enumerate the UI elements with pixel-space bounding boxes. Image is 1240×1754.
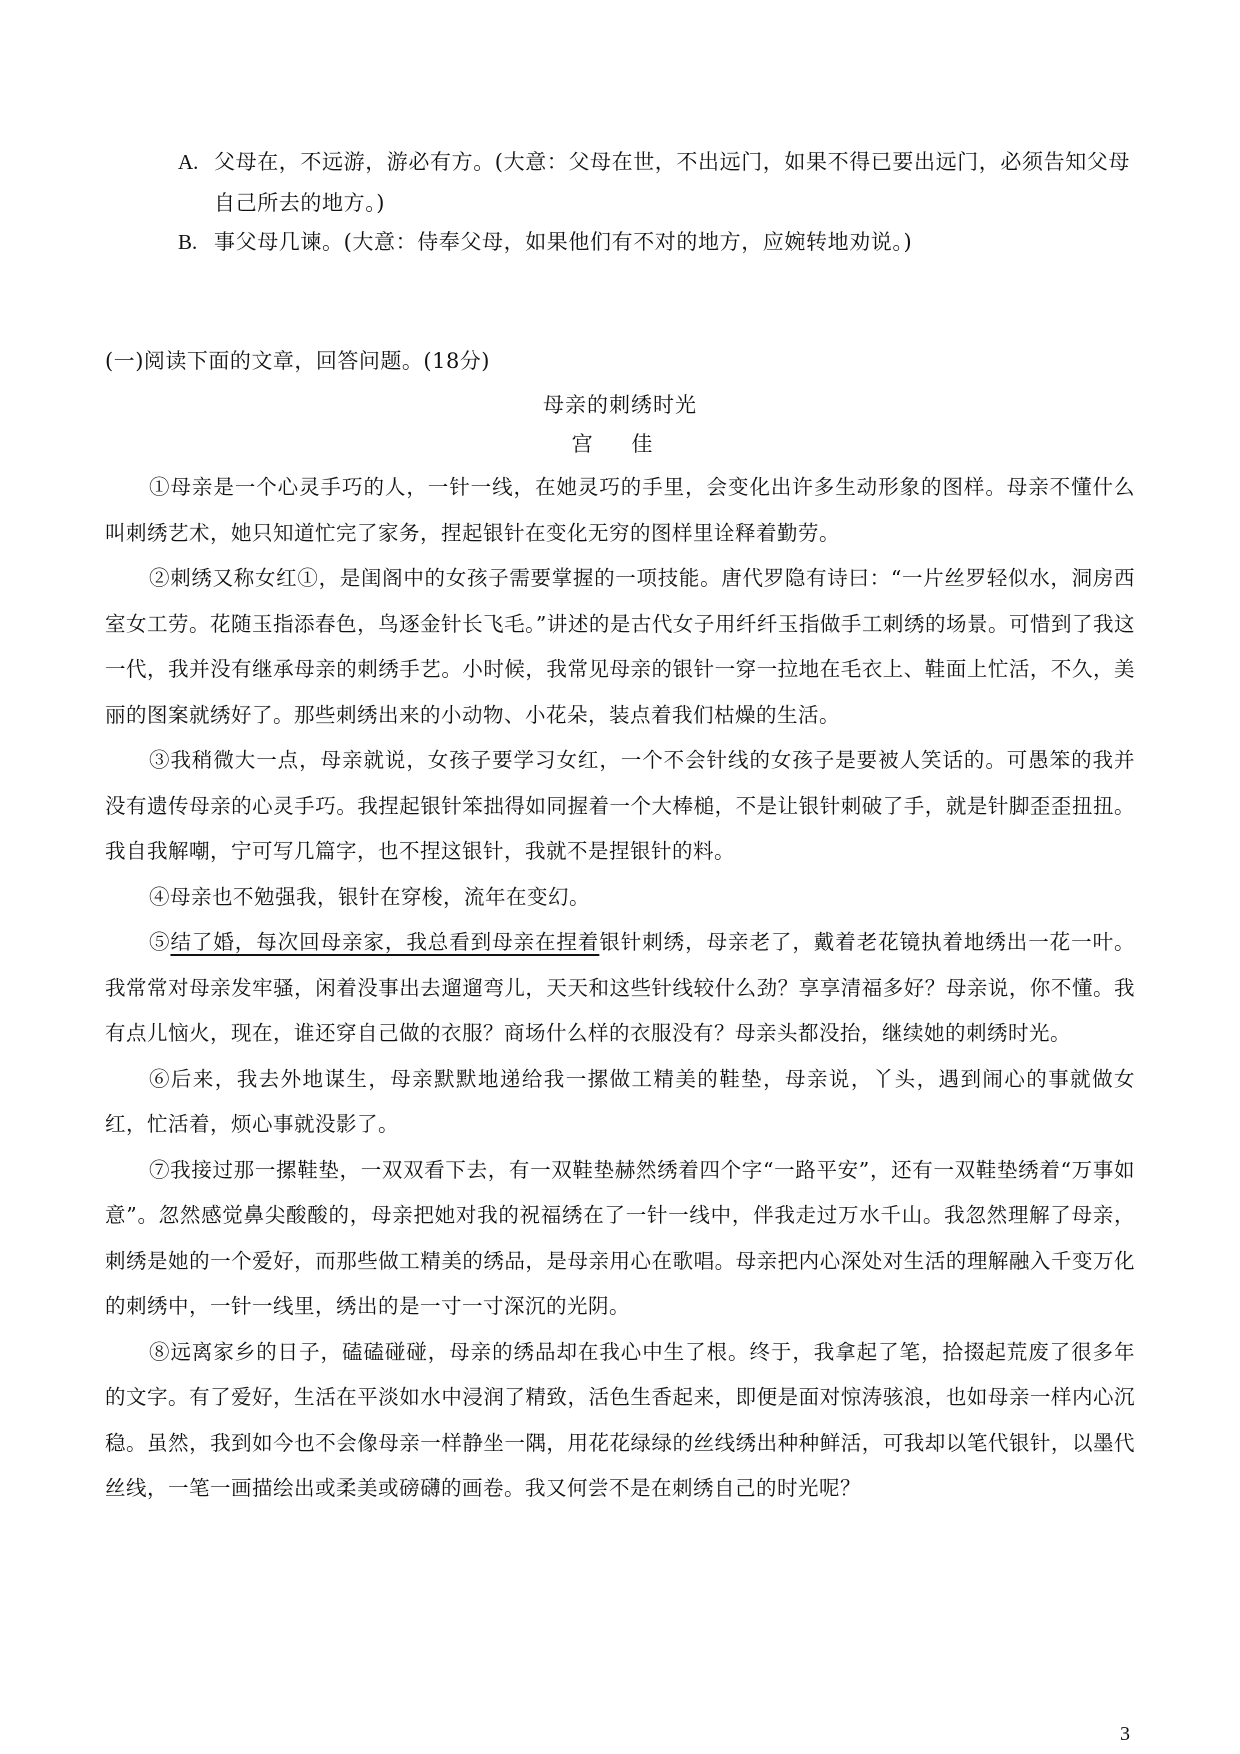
article-body xyxy=(105,465,1135,1512)
option-b-label: B. xyxy=(178,230,198,254)
option-a-label: A. xyxy=(178,150,199,174)
paragraph-5-number: ⑤ xyxy=(149,930,171,954)
option-a xyxy=(178,142,1133,224)
option-b-text: 事父母几谏。(大意：侍奉父母，如果他们有不对的地方，应婉转地劝说。) xyxy=(214,230,913,254)
paragraph-5-rest: 银针刺绣，母亲老了，戴着老花镜执着地绣出一花一叶。我常常对母亲发牢骚，闲着没事出去遛遛弯儿，天天和这些针线较什么劲？享享清福多好？母亲说，你不懂。我有点儿恼火，现在，谁还穿自己做的衣服？商场什么样的衣服没有？母亲头都没抬，继续她的刺绣时光。 xyxy=(105,930,1136,1045)
section-heading: (一)阅读下面的文章，回答问题。(18分) xyxy=(105,349,490,373)
paragraph-2: ②刺绣又称女红①，是闺阁中的女孩子需要掌握的一项技能。唐代罗隐有诗曰：“一片丝罗轻似水，洞房西室女工劳。花随玉指添春色，鸟逐金针长飞毛。”讲述的是古代女子用纤纤玉指做手工刺绣的场景。可惜到了我这一代，我并没有继承母亲的刺绣手艺。小时候，我常见母亲的银针一穿一拉地在毛衣上、鞋面上忙活，不久，美丽的图案就绣好了。那些刺绣出来的小动物、小花朵，装点着我们枯燥的生活。 xyxy=(105,566,1135,727)
paragraph-8: ⑧远离家乡的日子，磕磕碰碰，母亲的绣品却在我心中生了根。终于，我拿起了笔，拾掇起荒废了很多年的文字。有了爱好，生活在平淡如水中浸润了精致，活色生香起来，即便是面对惊涛骇浪，也如母亲一样内心沉稳。虽然，我到如今也不会像母亲一样静坐一隅，用花花绿绿的丝线绣出种种鲜活，可我却以笔代银针，以墨代丝线，一笔一画描绘出或柔美或磅礴的画卷。我又何尝不是在刺绣自己的时光呢？ xyxy=(105,1339,1135,1500)
page-number: 3 xyxy=(1120,1723,1130,1745)
paragraph-3: ③我稍微大一点，母亲就说，女孩子要学习女红，一个不会针线的女孩子是要被人笑话的。可愚笨的我并没有遗传母亲的心灵手巧。我捏起银针笨拙得如同握着一个大棒槌，不是让银针刺破了手，就是针脚歪歪扭扭。我自我解嘲，宁可写几篇字，也不捏这银针，我就不是捏银针的料。 xyxy=(105,748,1135,863)
article-author: 宫 佳 xyxy=(571,432,669,456)
paragraph-4: ④母亲也不勉强我，银针在穿梭，流年在变幻。 xyxy=(149,884,590,909)
underlined-sentence: 结了婚，每次回母亲家，我总看到母亲在捏着 xyxy=(170,930,600,954)
option-a-text: 父母在，不远游，游必有方。(大意：父母在世，不出远门，如果不得已要出远门，必须告知父母自己所去的地方。) xyxy=(214,150,1130,215)
paragraph-5 xyxy=(105,920,1135,1057)
option-b xyxy=(178,222,1133,263)
article-title: 母亲的刺绣时光 xyxy=(543,393,697,417)
paragraph-6: ⑥后来，我去外地谋生，母亲默默地递给我一摞做工精美的鞋垫，母亲说，丫头，遇到闹心的事就做女红，忙活着，烦心事就没影了。 xyxy=(105,1066,1135,1136)
paragraph-1: ①母亲是一个心灵手巧的人，一针一线，在她灵巧的手里，会变化出许多生动形象的图样。母亲不懂什么叫刺绣艺术，她只知道忙完了家务，捏起银针在变化无穷的图样里诠释着勤劳。 xyxy=(105,475,1135,545)
paragraph-7: ⑦我接过那一摞鞋垫，一双双看下去，有一双鞋垫赫然绣着四个字“一路平安”，还有一双鞋垫绣着“万事如意”。忽然感觉鼻尖酸酸的，母亲把她对我的祝福绣在了一针一线中，伴我走过万水千山。我忽然理解了母亲，刺绣是她的一个爱好，而那些做工精美的绣品，是母亲用心在歌唱。母亲把内心深处对生活的理解融入千变万化的刺绣中，一针一线里，绣出的是一寸一寸深沉的光阴。 xyxy=(105,1157,1135,1318)
